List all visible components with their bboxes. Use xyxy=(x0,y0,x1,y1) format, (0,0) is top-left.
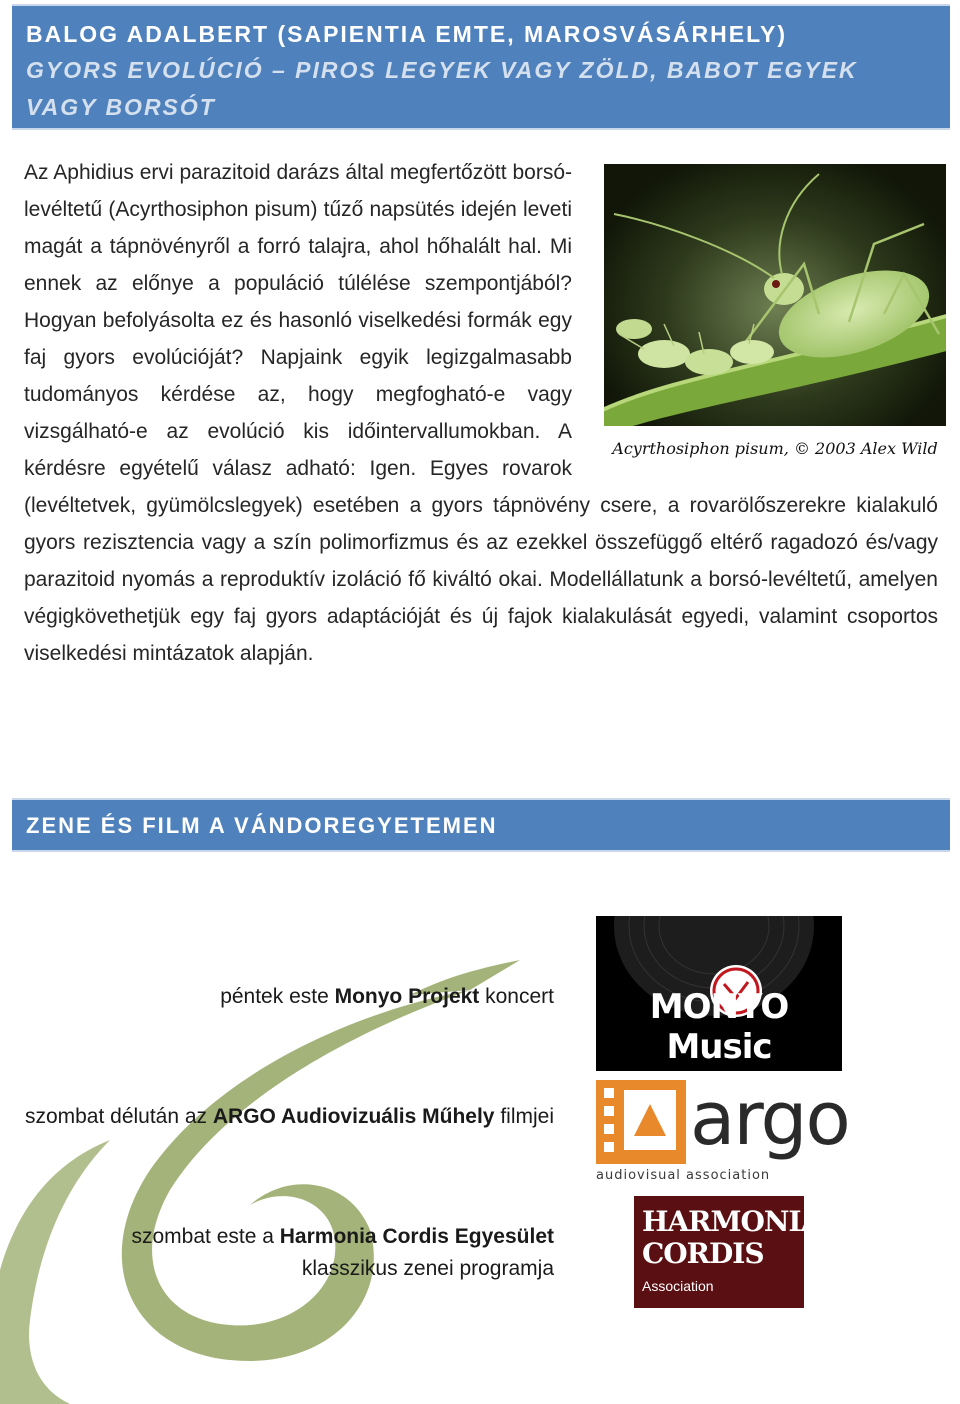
association-word: Association xyxy=(642,1278,714,1294)
article-paragraph: Az Aphidius ervi parazitoid darázs által megfertőzött borsó-levéltetű (Acyrthosiphon pisum) tűző napsütés idején leveti magát a tápnövényről a forró talajra, ahol hőhalált hal. Mi ennek az előnye a populáció túlélése szempontjából? Hogyan befolyásolta ez és hasonló viselkedési formák egy faj gyors evolúcióját? Napjaink egyik legizgalmasabb tudományos kérdése az, hogy megfogható-e vagy vizsgálható-e az evolúció kis időintervallumokban. A kérdésre egyételű válasz adható: Igen. Egyes rovarok (levéltetvek, gyümölcslegyek) esetében a gyors tápnövény csere, a rovarölőszerekre kialakuló gyors rezisztencia vagy a szín polimorfizmus és az ezekkel összefüggő eltérő ragadozó és/vagy parazitoid nyomás a reproduktív izoláció fő kiváltó okai. Modellállatunk a borsó-levéltetű, amelyen végigkövethetjük egy faj gyors adaptációját és új fajok kialakulását egyedi, valamint csoportos viselkedési mintázatok alapján. xyxy=(24,161,938,665)
event-sat-evening-post: klasszikus zenei programja xyxy=(301,1257,554,1280)
aphid-illustration xyxy=(604,164,946,426)
photo-caption: Acyrthosiphon pisum, © 2003 Alex Wild xyxy=(612,439,938,458)
aphid-photo-figure xyxy=(592,164,948,476)
monyo-music-logo xyxy=(596,916,842,1071)
monyo-wordmark: MONYO Music xyxy=(649,987,789,1067)
event-sat-afternoon-name: ARGO Audiovizuális Műhely xyxy=(212,1105,495,1128)
event-saturday-evening xyxy=(74,1221,554,1285)
section-banner-evolution xyxy=(12,4,950,130)
event-friday xyxy=(220,981,554,1013)
article-body xyxy=(24,154,938,672)
event-sat-evening-name: Harmonia Cordis Egyesület xyxy=(279,1225,554,1248)
event-friday-name: Monyo Projekt xyxy=(334,985,480,1008)
event-sat-evening-pre: szombat este a xyxy=(131,1225,280,1248)
harmonia-word: HARMONIA xyxy=(642,1205,822,1238)
event-sat-afternoon-post: filmjei xyxy=(494,1105,554,1128)
event-friday-pre: péntek este xyxy=(220,985,335,1008)
section-banner-music-film: ZENE ÉS FILM A VÁNDOREGYETEMEN xyxy=(12,798,950,852)
event-saturday-afternoon xyxy=(14,1101,554,1133)
argo-subtitle: audiovisual association xyxy=(596,1168,771,1183)
aphid-photo xyxy=(604,164,946,426)
argo-wordmark: argo xyxy=(690,1076,849,1162)
event-friday-post: koncert xyxy=(479,985,554,1008)
argo-logo xyxy=(594,1076,849,1188)
author-heading: BALOG ADALBERT (SAPIENTIA EMTE, MAROSVÁSÁRHELY) xyxy=(26,21,788,47)
harmonia-cordis-logo xyxy=(634,1196,822,1308)
event-sat-afternoon-pre: szombat délután az xyxy=(24,1105,213,1128)
cordis-word: CORDIS xyxy=(642,1237,764,1270)
film-strip-icon xyxy=(594,1076,690,1168)
article-title: GYORS EVOLÚCIÓ – PIROS LEGYEK VAGY ZÖLD, BABOT EGYEK VAGY BORSÓT xyxy=(26,57,858,120)
